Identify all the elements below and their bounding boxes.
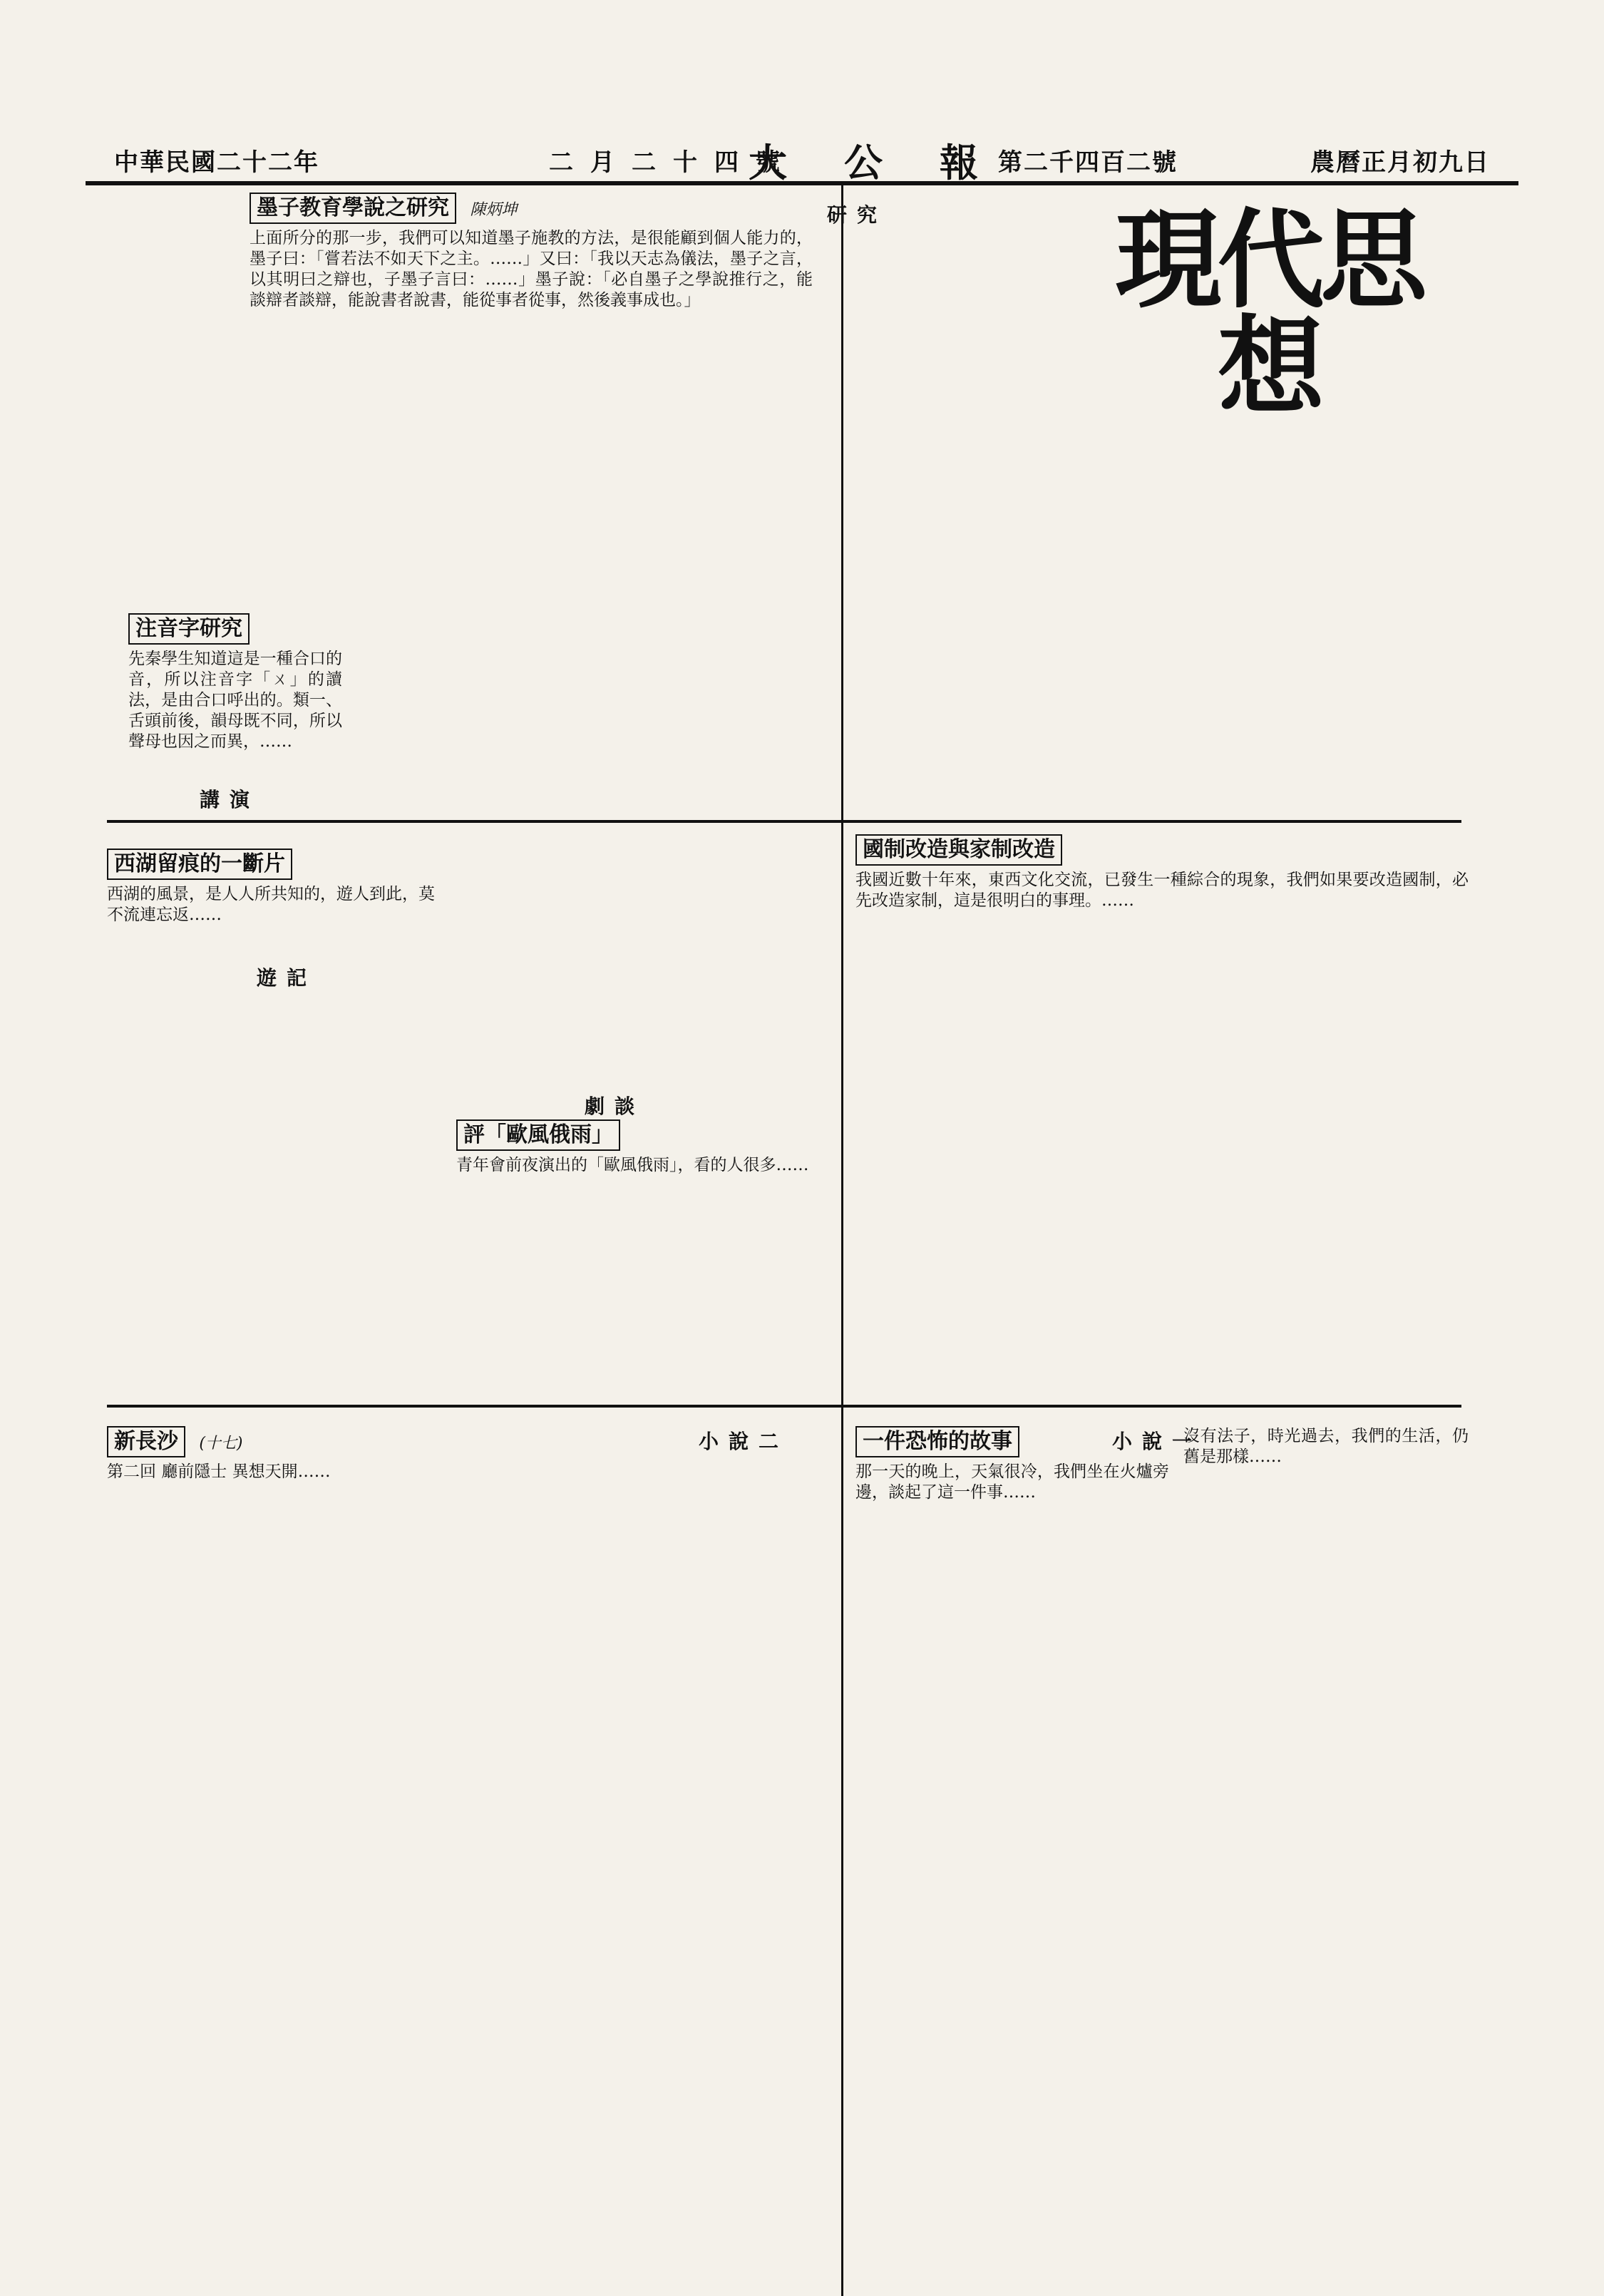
tag-research: 研究 <box>827 203 888 227</box>
column-divider <box>841 185 843 2296</box>
masthead-day: 二月二十四號 <box>549 148 797 177</box>
article-westlake <box>107 849 435 1390</box>
article-title: 新長沙 <box>107 1426 185 1457</box>
article-title: 評「歐風俄雨」 <box>456 1119 620 1151</box>
article-body: 沒有法子，時光過去，我們的生活，仍舊是那樣…… <box>1183 1427 1469 1466</box>
masthead-paper-name: 大公報 <box>749 140 1035 185</box>
section-title: 現代思想 <box>1114 198 1423 430</box>
article-title: 西湖留痕的一斷片 <box>107 849 292 880</box>
article-body: 先秦學生知道這是一種合口的音，所以注音字「ㄨ」的讀法，是由合口呼出的。類一、舌頭前後，韻母既不同，所以聲母也因之而異，…… <box>128 650 342 751</box>
article-body: 那一天的晚上，天氣很冷，我們坐在火爐旁邊，談起了這一件事…… <box>855 1462 1169 1502</box>
article-new-changsha <box>107 1426 806 2039</box>
row-divider-2 <box>107 1405 1461 1408</box>
article-title: 墨子教育學說之研究 <box>250 193 456 224</box>
tag-travel: 遊記 <box>257 966 317 990</box>
tag-fiction-1: 小說一 <box>1112 1430 1203 1453</box>
article-body: 我國近數十年來，東西文化交流，已發生一種綜合的現象，我們如果要改造國制，必先改造家制，這是很明白的事理。…… <box>855 871 1469 910</box>
article-byline: 陳炳坤 <box>470 201 518 219</box>
article-body: 青年會前夜演出的「歐風俄雨」，看的人很多…… <box>456 1156 809 1174</box>
article-body: 上面所分的那一步，我們可以知道墨子施教的方法，是很能顧到個人能力的，墨子曰：「嘗若法不如天下之主。……」又曰：「我以天志為儀法，墨子之言，以其明曰之辯也，子墨子言曰：……」墨子說：「必自墨子之學說推行之，能談辯者談辯，能說書者說書，能從事者從事，然後義事成也。」 <box>250 229 813 309</box>
masthead-lunar-date: 農曆正月初九日 <box>1310 148 1490 177</box>
tag-lecture: 講演 <box>200 788 260 811</box>
article-body: 第二回 廳前隱士 異想天開…… <box>107 1462 331 1481</box>
article-body: 西湖的風景，是人人所共知的，遊人到此，莫不流連忘返…… <box>107 885 435 924</box>
article-horror-story <box>855 1426 1169 2068</box>
tag-fiction-2: 小說二 <box>699 1430 789 1453</box>
article-right-column <box>1183 1426 1469 2068</box>
masthead-date: 中華民國二十二年 <box>114 148 319 177</box>
article-zhuyin <box>128 613 342 813</box>
article-title: 一件恐怖的故事 <box>855 1426 1019 1457</box>
masthead-issue: 第二千四百二號 <box>998 148 1178 177</box>
article-state-reform <box>855 834 1469 1390</box>
article-title: 注音字研究 <box>128 613 250 645</box>
article-installment: (十七) <box>199 1435 243 1452</box>
tag-drama: 劇談 <box>585 1095 645 1118</box>
article-title: 國制改造與家制改造 <box>855 834 1062 866</box>
masthead <box>86 135 1518 185</box>
article-drama-review <box>456 1119 827 1390</box>
row-divider-1 <box>107 820 1461 823</box>
